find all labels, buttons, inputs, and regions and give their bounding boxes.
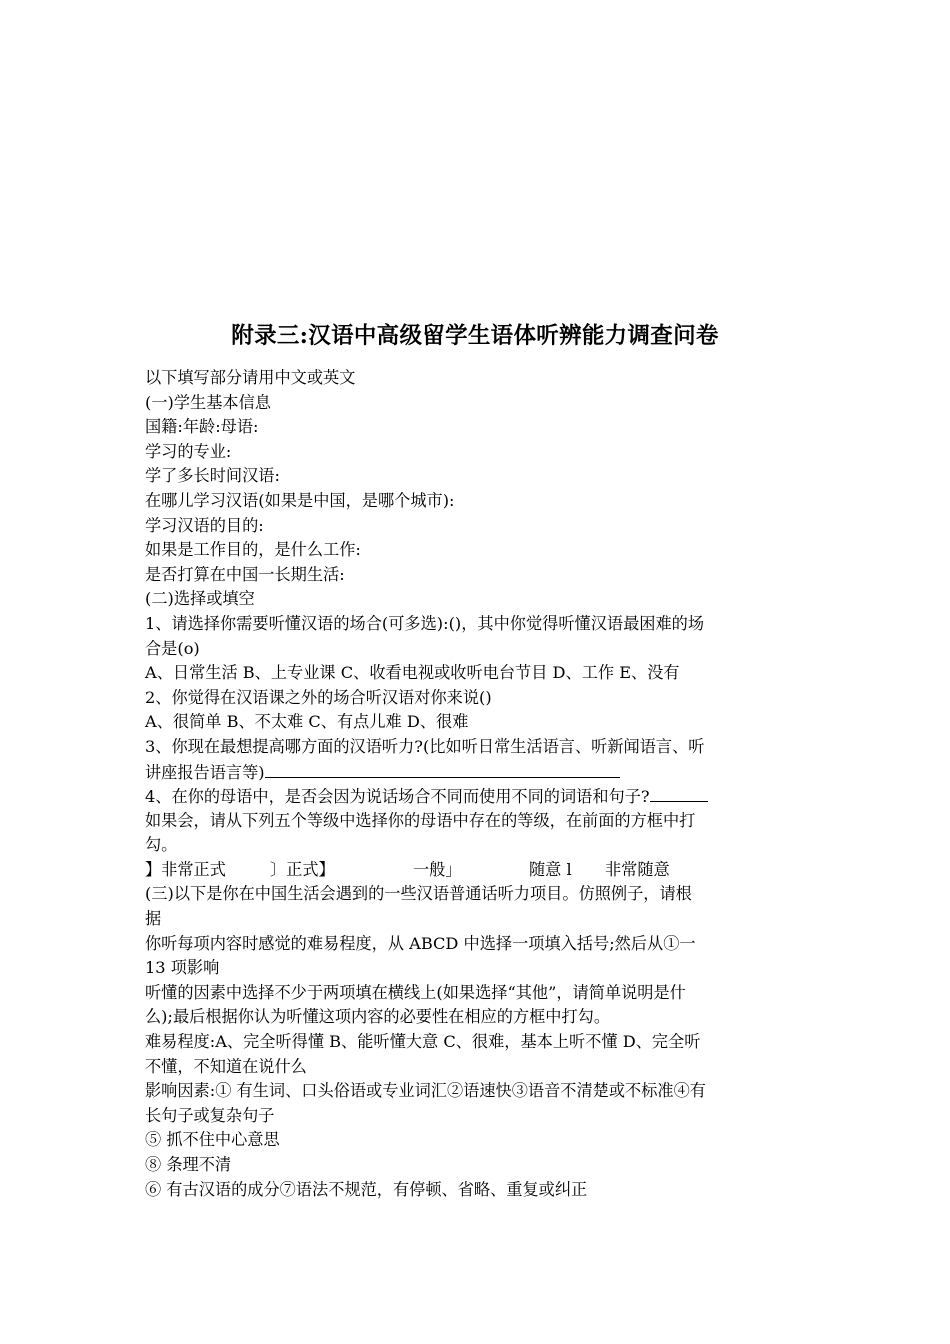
document-body [145, 366, 810, 1202]
document-title: 附录三:汉语中高级留学生语体听辨能力调查问卷 [231, 323, 719, 349]
question-3-text-cont [145, 760, 810, 785]
question-3-tail: 讲座报告语言等) [145, 762, 265, 782]
question-4-instruction: 如果会，请从下列五个等级中选择你的母语中存在的等级，在前面的方框中打 [145, 810, 696, 830]
level-very-formal[interactable]: 】非常正式 [145, 859, 226, 879]
formality-levels-row [145, 858, 810, 883]
section-3-heading: (三)以下是你在中国生活会遇到的一些汉语普通话听力项目。仿照例子，请根 [145, 884, 692, 904]
difficulty-levels-cont: 不懂，不知道在说什么 [145, 1056, 307, 1076]
section-3-instruction-2-cont: 么);最后根据你认为听懂这项内容的必要性在相应的方框中打勾。 [145, 1007, 611, 1027]
question-4-main: 4、在你的母语中，是否会因为说话场合不同而使用不同的词语和句子? [145, 787, 650, 807]
question-4-answer-blank[interactable] [650, 784, 708, 802]
level-very-casual[interactable]: 非常随意 [605, 859, 670, 879]
field-nationality-age-language: 国籍:年龄:母语: [145, 417, 259, 437]
factor-6-7: ⑥ 有古汉语的成分⑦语法不规范，有停顿、省略、重复或纠正 [145, 1179, 588, 1199]
question-4-instruction-cont: 勾。 [145, 835, 178, 855]
field-study-location: 在哪儿学习汉语(如果是中国，是哪个城市): [145, 490, 455, 510]
factor-5: ⑤ 抓不住中心意思 [145, 1130, 280, 1150]
section-3-instruction-1: 你听每项内容时感觉的难易程度，从 ABCD 中选择一项填入括号;然后从①一 [145, 933, 696, 953]
section-3-instruction-1-cont: 13 项影响 [145, 958, 220, 978]
section-3-heading-cont: 据 [145, 909, 162, 929]
section-2-heading: (二)选择或填空 [145, 589, 255, 609]
field-major: 学习的专业: [145, 441, 232, 461]
instruction-line: 以下填写部分请用中文或英文 [145, 368, 356, 387]
question-1-text-cont: 合是(o) [145, 638, 200, 658]
section-3-instruction-2: 听懂的因素中选择不少于两项填在横线上(如果选择“其他”，请简单说明是什 [145, 982, 686, 1002]
question-3-answer-blank[interactable] [265, 760, 620, 778]
question-1-text: 1、请选择你需要听懂汉语的场合(可多选):()，其中你觉得听懂汉语最困难的场 [145, 613, 705, 633]
factor-8: ⑧ 条理不清 [145, 1155, 232, 1174]
question-3-text: 3、你现在最想提高哪方面的汉语听力?(比如听日常生活语言、听新闻语言、听 [145, 736, 705, 756]
difficulty-levels: 难易程度:A、完全听得懂 B、能听懂大意 C、很难，基本上听不懂 D、完全听 [145, 1032, 701, 1052]
section-1-heading: (一)学生基本信息 [145, 392, 271, 412]
field-work-type: 如果是工作目的，是什么工作: [145, 540, 361, 560]
level-casual[interactable]: 随意 l [529, 859, 572, 879]
level-formal[interactable]: 〕正式】 [270, 859, 335, 879]
field-study-duration: 学了多长时间汉语: [145, 466, 280, 486]
influence-factors: 影响因素:① 有生词、口头俗语或专业词汇②语速快③语音不清楚或不标准④有 [145, 1081, 706, 1101]
question-2-text: 2、你觉得在汉语课之外的场合听汉语对你来说() [145, 687, 492, 707]
field-long-term-plan: 是否打算在中国一长期生活: [145, 564, 345, 584]
influence-factors-cont: 长句子或复杂句子 [145, 1105, 275, 1125]
question-1-options: A、日常生活 B、上专业课 C、收看电视或收听电台节目 D、工作 E、没有 [145, 663, 680, 683]
question-2-options: A、很简单 B、不太难 C、有点儿难 D、很难 [145, 712, 469, 732]
question-4-text [145, 784, 810, 809]
level-neutral[interactable]: 一般」 [413, 859, 462, 879]
field-study-purpose: 学习汉语的目的: [145, 515, 264, 535]
